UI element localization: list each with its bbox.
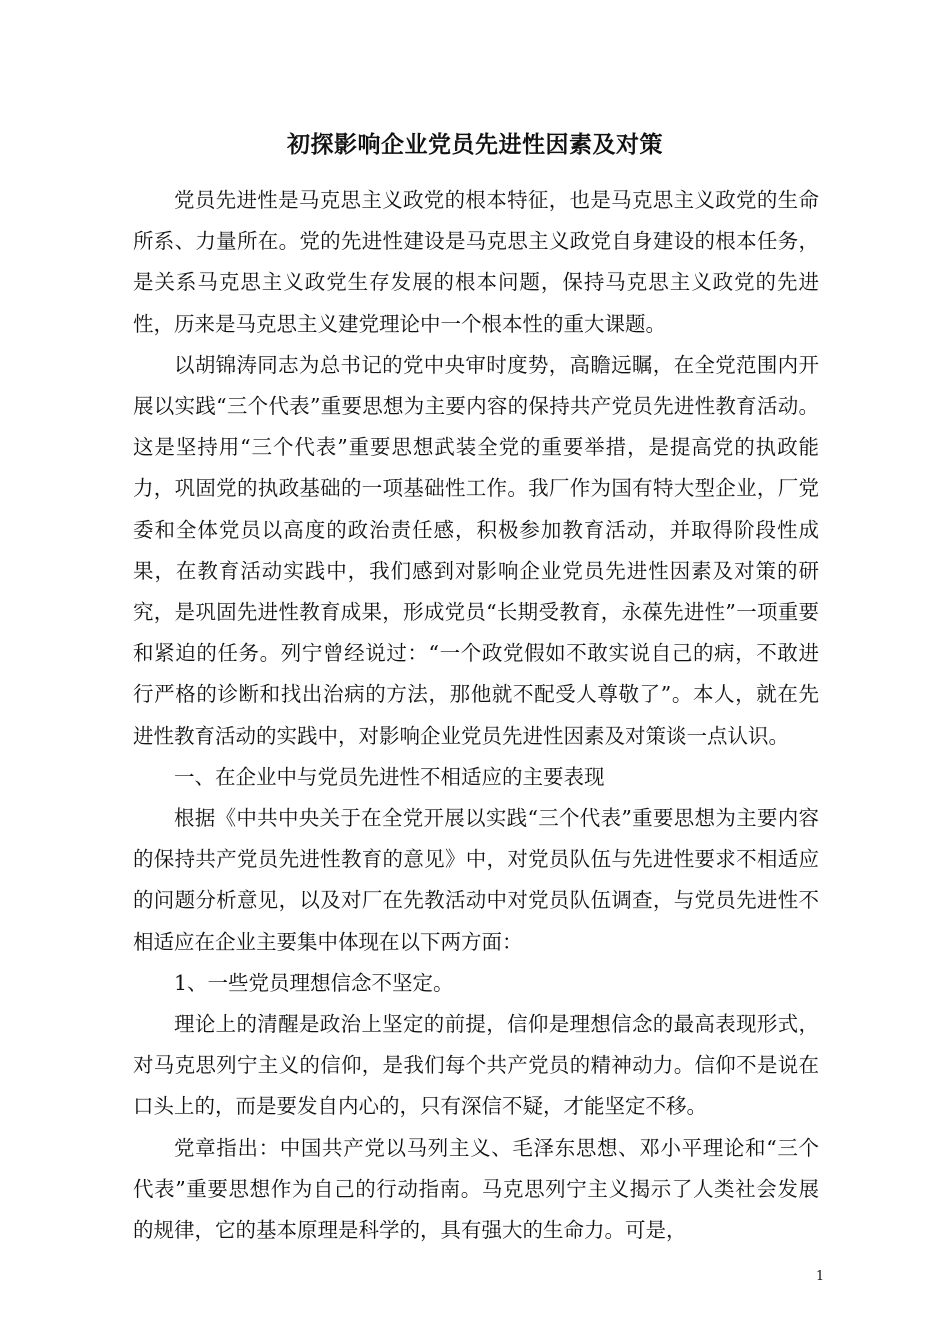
page-number: 1 bbox=[815, 1269, 825, 1284]
paragraph-party-constitution: 党章指出：中国共产党以马列主义、毛泽东思想、邓小平理论和“三个代表”重要思想作为自己的行动指南。马克思列宁主义揭示了人类社会发展的规律，它的基本原理是科学的，具有强大的生命力。可是， bbox=[133, 1135, 819, 1243]
paragraph-analysis: 根据《中共中央关于在全党开展以实践“三个代表”重要思想为主要内容的保持共产党员先进性教育的意见》中，对党员队伍与先进性要求不相适应的问题分析意见，以及对厂在先教活动中对党员队伍调查，与党员先进性不相适应在企业主要集中体现在以下两方面： bbox=[133, 806, 819, 954]
section-heading-1: 一、在企业中与党员先进性不相适应的主要表现 bbox=[174, 764, 605, 789]
document-title: 初探影响企业党员先进性因素及对策 bbox=[287, 131, 663, 158]
document-body bbox=[133, 180, 819, 1251]
paragraph-belief: 理论上的清醒是政治上坚定的前提，信仰是理想信念的最高表现形式，对马克思列宁主义的信仰，是我们每个共产党员的精神动力。信仰不是说在口头上的，而是要发自内心的，只有深信不疑，才能坚定不移。 bbox=[133, 1012, 819, 1119]
paragraph-background: 以胡锦涛同志为总书记的党中央审时度势，高瞻远瞩，在全党范围内开展以实践“三个代表”重要思想为主要内容的保持共产党员先进性教育活动。这是坚持用“三个代表”重要思想武装全党的重要举措，是提高党的执政能力，巩固党的执政基础的一项基础性工作。我厂作为国有特大型企业，厂党委和全体党员以高度的政治责任感，积极参加教育活动，并取得阶段性成果，在教育活动实践中，我们感到对影响企业党员先进性因素及对策的研究，是巩固先进性教育成果，形成党员“长期受教育，永葆先进性”一项重要和紧迫的任务。列宁曾经说过：“一个政党假如不敢实说自己的病，不敢进行严格的诊断和找出治病的方法，那他就不配受人尊敬了”。本人，就在先进性教育活动的实践中，对影响企业党员先进性因素及对策谈一点认识。 bbox=[133, 352, 819, 748]
paragraph-intro: 党员先进性是马克思主义政党的根本特征，也是马克思主义政党的生命所系、力量所在。党的先进性建设是马克思主义政党自身建设的根本任务，是关系马克思主义政党生存发展的根本问题，保持马克思主义政党的先进性，历来是马克思主义建党理论中一个根本性的重大课题。 bbox=[133, 188, 819, 336]
subsection-heading-1: 1、一些党员理想信念不坚定。 bbox=[174, 970, 454, 995]
